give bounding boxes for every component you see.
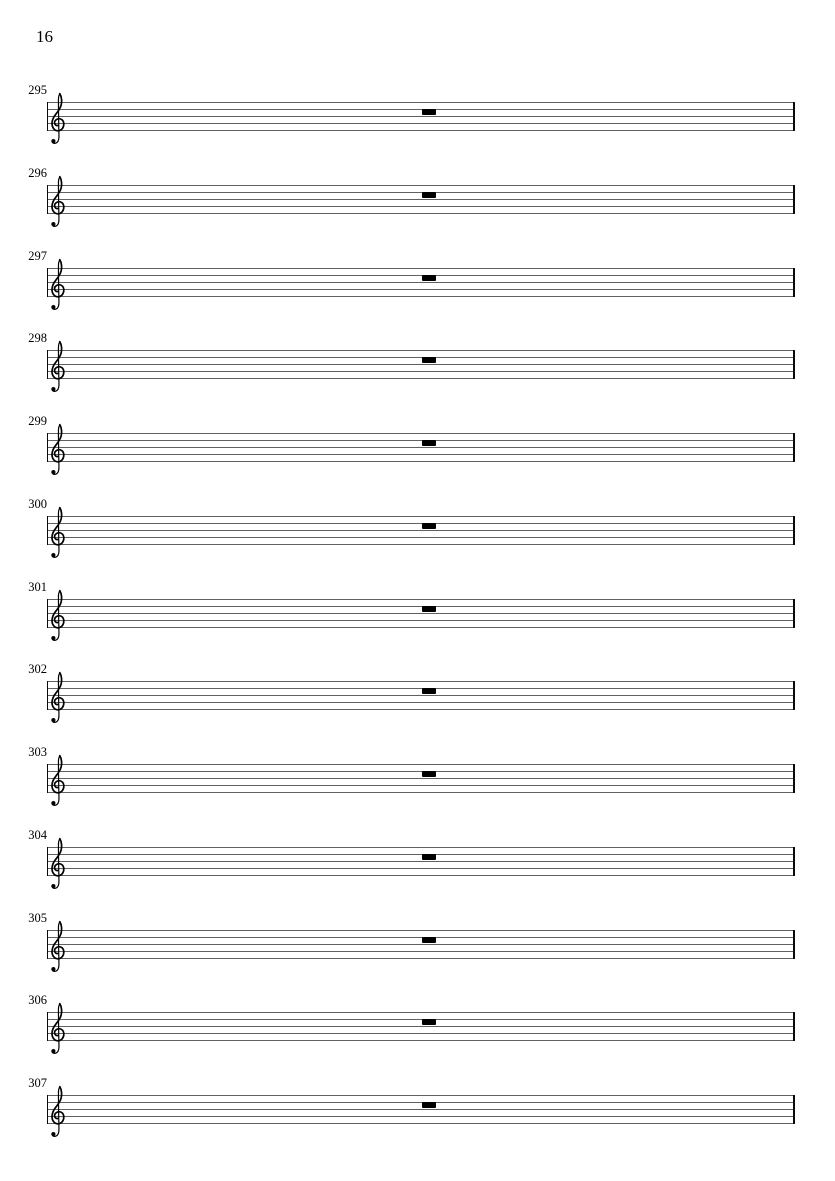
staff-line [47, 350, 795, 351]
staff-line [47, 1116, 795, 1117]
staff-system [0, 496, 835, 560]
staff-line [47, 1102, 795, 1103]
treble-clef-icon [48, 506, 68, 560]
treble-clef-icon [48, 589, 68, 643]
measure-number: 305 [28, 911, 47, 925]
staff-line [47, 944, 795, 945]
staff-system [0, 744, 835, 808]
treble-clef-icon [48, 1085, 68, 1139]
treble-clef-icon [48, 920, 68, 974]
treble-clef-icon [48, 754, 68, 808]
measure-number: 302 [28, 662, 47, 676]
staff-line [47, 433, 795, 434]
measure-number: 300 [28, 497, 47, 511]
staff-line [47, 681, 795, 682]
staff-line [47, 185, 795, 186]
measure-number: 298 [28, 331, 47, 345]
whole-rest-icon [422, 440, 436, 446]
staff-line [47, 1026, 795, 1027]
staff-line [47, 958, 795, 959]
staff-line [47, 764, 795, 765]
staff-line [47, 447, 795, 448]
staff-line [47, 364, 795, 365]
staff-line [47, 1012, 795, 1013]
staff-line [47, 275, 795, 276]
staff-line [47, 440, 795, 441]
staff-line [47, 1040, 795, 1041]
barline [793, 681, 795, 710]
staff-system [0, 827, 835, 891]
staff-line [47, 461, 795, 462]
staff-system [0, 910, 835, 974]
staff-line [47, 206, 795, 207]
whole-rest-icon [422, 688, 436, 694]
staff-system [0, 248, 835, 312]
staff-line [47, 537, 795, 538]
barline [793, 268, 795, 297]
staff-line [47, 778, 795, 779]
barline [793, 516, 795, 545]
staff-line [47, 523, 795, 524]
whole-rest-icon [422, 357, 436, 363]
measure-number: 299 [28, 414, 47, 428]
staff-line [47, 192, 795, 193]
barline [793, 185, 795, 214]
staff-system [0, 413, 835, 477]
staff-line [47, 1123, 795, 1124]
measure-number: 296 [28, 166, 47, 180]
measure-number: 306 [28, 993, 47, 1007]
whole-rest-icon [422, 1019, 436, 1025]
staff-line [47, 544, 795, 545]
barline [793, 599, 795, 628]
staff-line [47, 109, 795, 110]
treble-clef-icon [48, 837, 68, 891]
staff-line [47, 123, 795, 124]
treble-clef-icon [48, 1002, 68, 1056]
staff-line [47, 937, 795, 938]
whole-rest-icon [422, 523, 436, 529]
staff-line [47, 847, 795, 848]
staff-line [47, 1033, 795, 1034]
barline [793, 433, 795, 462]
staff-line [47, 688, 795, 689]
staff-line [47, 289, 795, 290]
staff-line [47, 1095, 795, 1096]
staff-line [47, 861, 795, 862]
staff-system [0, 165, 835, 229]
staff-line [47, 199, 795, 200]
measure-number: 297 [28, 249, 47, 263]
measure-number: 303 [28, 745, 47, 759]
barline [793, 102, 795, 131]
staff-line [47, 620, 795, 621]
staff-line [47, 702, 795, 703]
whole-rest-icon [422, 109, 436, 115]
staff-system [0, 661, 835, 725]
treble-clef-icon [48, 175, 68, 229]
staff-line [47, 130, 795, 131]
staff-line [47, 530, 795, 531]
page-number: 16 [36, 27, 53, 46]
staff-system [0, 992, 835, 1056]
treble-clef-icon [48, 340, 68, 394]
staff-line [47, 599, 795, 600]
staff-line [47, 371, 795, 372]
whole-rest-icon [422, 1102, 436, 1108]
staff-line [47, 296, 795, 297]
staff-line [47, 875, 795, 876]
staff-line [47, 1109, 795, 1110]
staff-line [47, 116, 795, 117]
staff-line [47, 868, 795, 869]
measure-number: 304 [28, 828, 47, 842]
treble-clef-icon [48, 423, 68, 477]
staff-system [0, 1075, 835, 1139]
staff-line [47, 613, 795, 614]
staff-line [47, 785, 795, 786]
whole-rest-icon [422, 275, 436, 281]
staff-line [47, 102, 795, 103]
whole-rest-icon [422, 854, 436, 860]
treble-clef-icon [48, 258, 68, 312]
staff-line [47, 792, 795, 793]
barline [793, 350, 795, 379]
staff-line [47, 378, 795, 379]
staff-line [47, 268, 795, 269]
barline [793, 930, 795, 959]
staff-system [0, 82, 835, 146]
staff-line [47, 951, 795, 952]
staff-line [47, 771, 795, 772]
staff-line [47, 282, 795, 283]
staff-line [47, 709, 795, 710]
staff-line [47, 213, 795, 214]
staff-system [0, 579, 835, 643]
whole-rest-icon [422, 771, 436, 777]
whole-rest-icon [422, 606, 436, 612]
whole-rest-icon [422, 192, 436, 198]
measure-number: 295 [28, 83, 47, 97]
staff-line [47, 854, 795, 855]
staff-line [47, 930, 795, 931]
staff-line [47, 516, 795, 517]
staff-line [47, 1019, 795, 1020]
staff-system [0, 330, 835, 394]
staff-line [47, 695, 795, 696]
staff-line [47, 454, 795, 455]
barline [793, 1095, 795, 1124]
treble-clef-icon [48, 671, 68, 725]
staff-line [47, 606, 795, 607]
barline [793, 764, 795, 793]
staff-line [47, 627, 795, 628]
whole-rest-icon [422, 937, 436, 943]
measure-number: 301 [28, 580, 47, 594]
staff-line [47, 357, 795, 358]
measure-number: 307 [28, 1076, 47, 1090]
barline [793, 847, 795, 876]
barline [793, 1012, 795, 1041]
treble-clef-icon [48, 92, 68, 146]
